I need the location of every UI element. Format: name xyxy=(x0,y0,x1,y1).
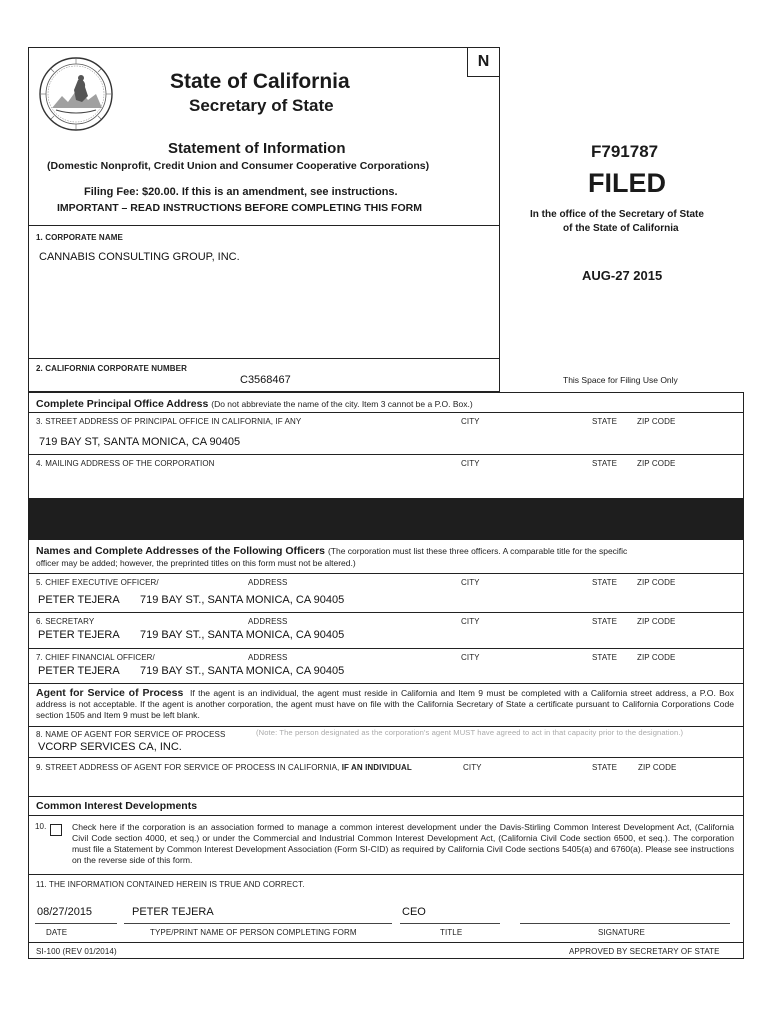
divider xyxy=(28,815,744,816)
city-col-label: CITY xyxy=(461,417,480,426)
address-col-label: ADDRESS xyxy=(248,653,288,662)
agent-name-label: 8. NAME OF AGENT FOR SERVICE OF PROCESS xyxy=(36,730,226,739)
divider xyxy=(28,726,744,727)
state-col-label: STATE xyxy=(592,617,618,626)
state-title: State of California xyxy=(170,70,350,93)
officer-secretary-name: PETER TEJERA xyxy=(38,629,120,641)
agent-name-note: (Note: The person designated as the corporation's agent MUST have agreed to act in that capacity prior to the designation.) xyxy=(256,728,684,737)
fee-line: Filing Fee: $20.00. If this is an amendment, see instructions. xyxy=(84,186,398,198)
officer-cfo-label: 7. CHIEF FINANCIAL OFFICER/ xyxy=(36,653,155,662)
agent-street-label-text: 9. STREET ADDRESS OF AGENT FOR SERVICE OF PROCESS IN CALIFORNIA, xyxy=(36,763,340,772)
filing-office-line1: In the office of the Secretary of State xyxy=(530,209,704,220)
zip-col-label: ZIP CODE xyxy=(637,578,676,587)
city-col-label: CITY xyxy=(463,763,482,772)
divider xyxy=(28,796,744,797)
zip-col-label: ZIP CODE xyxy=(637,459,676,468)
file-number: F791787 xyxy=(591,142,659,161)
agent-heading: Agent for Service of Process xyxy=(36,687,184,699)
zip-col-label: ZIP CODE xyxy=(637,653,676,662)
date-line xyxy=(35,923,117,924)
cid-checkbox[interactable] xyxy=(50,824,62,836)
redaction-bar xyxy=(28,498,744,540)
divider xyxy=(28,573,744,574)
cert-title-value: CEO xyxy=(402,906,426,918)
agent-instructions: If the agent is an individual, the agent must reside in California and Item 9 must be completed with a California street address, a P.O. Box address is not acceptable. If the agent is another corporation, the agent must have on file with the California Secretary of State a certificate pursuant to California Corporations Code section 1505 and Item 9 must be left blank. xyxy=(36,688,734,720)
filed-status: FILED xyxy=(588,168,666,198)
cert-date-value: 08/27/2015 xyxy=(37,906,93,918)
form-id: SI-100 (REV 01/2014) xyxy=(36,947,117,956)
name-line xyxy=(124,923,392,924)
approved-by: APPROVED BY SECRETARY OF STATE xyxy=(569,947,720,956)
corp-number-label: 2. CALIFORNIA CORPORATE NUMBER xyxy=(36,364,187,373)
agent-street-label xyxy=(36,763,412,772)
form-subtitle: (Domestic Nonprofit, Credit Union and Consumer Cooperative Corporations) xyxy=(47,160,430,172)
street-label: 3. STREET ADDRESS OF PRINCIPAL OFFICE IN CALIFORNIA, IF ANY xyxy=(36,417,302,426)
corp-name-value: CANNABIS CONSULTING GROUP, INC. xyxy=(39,251,240,263)
officer-cfo-name: PETER TEJERA xyxy=(38,665,120,677)
address-col-label: ADDRESS xyxy=(248,617,288,626)
city-col-label: CITY xyxy=(461,578,480,587)
divider xyxy=(28,942,744,943)
cert-signature-label: SIGNATURE xyxy=(598,928,645,937)
cid-item-number: 10. xyxy=(35,822,47,831)
state-col-label: STATE xyxy=(592,653,618,662)
signature-line xyxy=(520,923,730,924)
cid-heading: Common Interest Developments xyxy=(36,800,198,812)
divider xyxy=(28,874,744,875)
form-title: Statement of Information xyxy=(168,140,346,157)
state-col-label: STATE xyxy=(592,417,618,426)
officers-note-1: (The corporation must list these three officers. A comparable title for the specific xyxy=(327,546,628,556)
cert-name-label: TYPE/PRINT NAME OF PERSON COMPLETING FORM xyxy=(150,928,357,937)
agent-section xyxy=(36,688,734,721)
cert-date-label: DATE xyxy=(46,928,68,937)
certification-label: 11. THE INFORMATION CONTAINED HEREIN IS TRUE AND CORRECT. xyxy=(36,880,305,889)
principal-heading-text: Complete Principal Office Address xyxy=(36,398,209,410)
mailing-label: 4. MAILING ADDRESS OF THE CORPORATION xyxy=(36,459,215,468)
agent-street-label-bold: IF AN INDIVIDUAL xyxy=(341,763,412,772)
cid-text: Check here if the corporation is an association formed to manage a common interest development under the Davis-Stirling Common Interest Development Act, (California Civil Code section 4000, et seq.) or under the Commercial and Industrial Common Interest Development Act, (California Civil Code section 6500, et seq.). The corporation must file a Statement by Common Interest Development Association (Form SI-CID) as required by California Civil Code sections 5405(a) and 6760(a). Please see instructions on the reverse side of this form. xyxy=(72,822,734,865)
divider xyxy=(28,358,500,359)
office-title: Secretary of State xyxy=(189,96,334,115)
officers-heading-text: Names and Complete Addresses of the Following Officers xyxy=(36,545,326,557)
city-col-label: CITY xyxy=(461,653,480,662)
agent-name-value: VCORP SERVICES CA, INC. xyxy=(38,741,182,753)
zip-col-label: ZIP CODE xyxy=(637,617,676,626)
address-col-label: ADDRESS xyxy=(248,578,288,587)
officer-secretary-address: 719 BAY ST., SANTA MONICA, CA 90405 xyxy=(140,629,345,641)
officers-heading xyxy=(36,545,627,557)
zip-col-label: ZIP CODE xyxy=(637,417,676,426)
divider xyxy=(28,612,744,613)
principal-note: (Do not abbreviate the name of the city. Item 3 cannot be a P.O. Box.) xyxy=(211,399,473,409)
corp-number-value: C3568467 xyxy=(240,374,291,386)
officer-ceo-address: 719 BAY ST., SANTA MONICA, CA 90405 xyxy=(140,594,345,606)
principal-office-heading xyxy=(36,398,473,410)
filing-date: AUG-27 2015 xyxy=(582,268,663,283)
street-value: 719 BAY ST, SANTA MONICA, CA 90405 xyxy=(39,436,241,448)
officer-ceo-name: PETER TEJERA xyxy=(38,594,120,606)
officer-secretary-label: 6. SECRETARY xyxy=(36,617,95,626)
filing-office-line2: of the State of California xyxy=(563,223,679,234)
officer-cfo-address: 719 BAY ST., SANTA MONICA, CA 90405 xyxy=(140,665,345,677)
officer-ceo-label: 5. CHIEF EXECUTIVE OFFICER/ xyxy=(36,578,159,587)
form-letter: N xyxy=(477,53,490,70)
important-line: IMPORTANT – READ INSTRUCTIONS BEFORE COMPLETING THIS FORM xyxy=(57,202,422,214)
state-col-label: STATE xyxy=(592,578,618,587)
form-letter-box xyxy=(467,47,500,77)
city-col-label: CITY xyxy=(461,617,480,626)
state-seal-icon xyxy=(38,56,114,132)
divider xyxy=(28,683,744,684)
state-col-label: STATE xyxy=(592,763,618,772)
title-line xyxy=(400,923,500,924)
cert-title-label: TITLE xyxy=(440,928,463,937)
divider xyxy=(28,757,744,758)
zip-col-label: ZIP CODE xyxy=(638,763,677,772)
officers-note-2: officer may be added; however, the preprinted titles on this form must not be altered.) xyxy=(36,558,356,568)
filing-space-note: This Space for Filing Use Only xyxy=(563,375,678,385)
divider xyxy=(28,648,744,649)
state-col-label: STATE xyxy=(592,459,618,468)
cert-name-value: PETER TEJERA xyxy=(132,906,214,918)
corp-name-label: 1. CORPORATE NAME xyxy=(36,233,123,242)
divider xyxy=(28,454,744,455)
city-col-label: CITY xyxy=(461,459,480,468)
divider xyxy=(28,412,744,413)
